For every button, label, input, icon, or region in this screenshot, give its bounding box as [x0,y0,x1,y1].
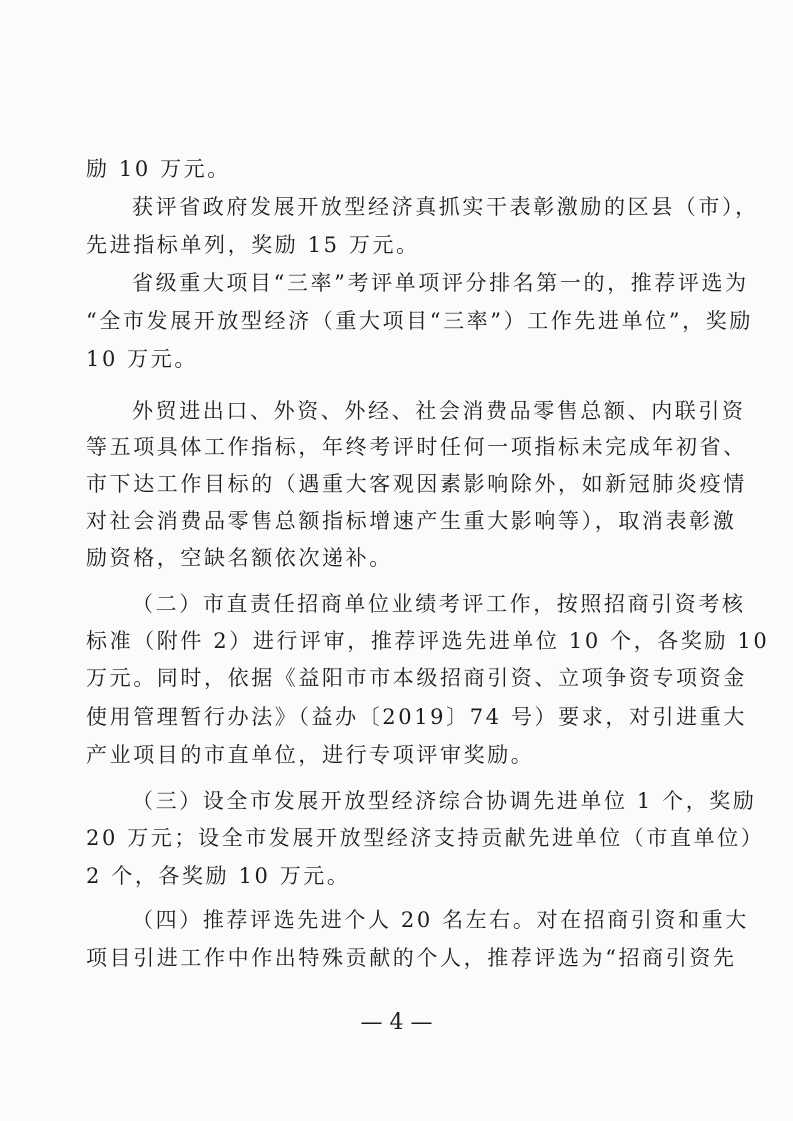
text-line-18: 20 万元；设全市发展开放型经济支持贡献先进单位（市直单位） [86,826,765,850]
text-line-5: “全市发展开放型经济（重大项目“三率”）工作先进单位”，奖励 [86,309,753,333]
text-line-1: 励 10 万元。 [86,157,231,181]
text-line-17: （三）设全市发展开放型经济综合协调先进单位 1 个，奖励 [132,789,757,813]
text-line-9: 市下达工作目标的（遇重大客观因素影响除外，如新冠肺炎疫情 [86,472,747,496]
text-line-8: 等五项具体工作指标，年终考评时任何一项指标未完成年初省、 [86,435,747,459]
text-line-13: 标准（附件 2）进行评审，推荐评选先进单位 10 个，各奖励 10 [86,629,770,653]
text-line-21: 项目引进工作中作出特殊贡献的个人，推荐评选为“招商引资先 [86,946,737,970]
text-line-12: （二）市直责任招商单位业绩考评工作，按照招商引资考核 [132,592,746,616]
text-line-11: 励资格，空缺名额依次递补。 [86,546,393,570]
page-number: — 4 — [360,1010,433,1035]
text-line-19: 2 个，各奖励 10 万元。 [86,864,351,888]
text-line-10: 对社会消费品零售总额指标增速产生重大影响等），取消表彰激 [86,509,737,533]
text-line-14: 万元。同时，依据《益阳市市本级招商引资、立项争资专项资金 [86,666,747,690]
text-line-3: 先进指标单列，奖励 15 万元。 [86,233,420,257]
text-line-15: 使用管理暂行办法》（益办〔2019〕74 号）要求，对引进重大 [86,705,747,729]
text-line-4: 省级重大项目“三率”考评单项评分排名第一的，推荐评选为 [132,271,749,295]
text-line-2: 获评省政府发展开放型经济真抓实干表彰激励的区县（市）， [132,195,759,219]
text-line-7: 外贸进出口、外资、外经、社会消费品零售总额、内联引资 [132,399,746,423]
text-line-20: （四）推荐评选先进个人 20 名左右。对在招商引资和重大 [132,908,749,932]
text-line-16: 产业项目的市直单位，进行专项评审奖励。 [86,743,535,767]
text-line-6: 10 万元。 [86,347,198,371]
